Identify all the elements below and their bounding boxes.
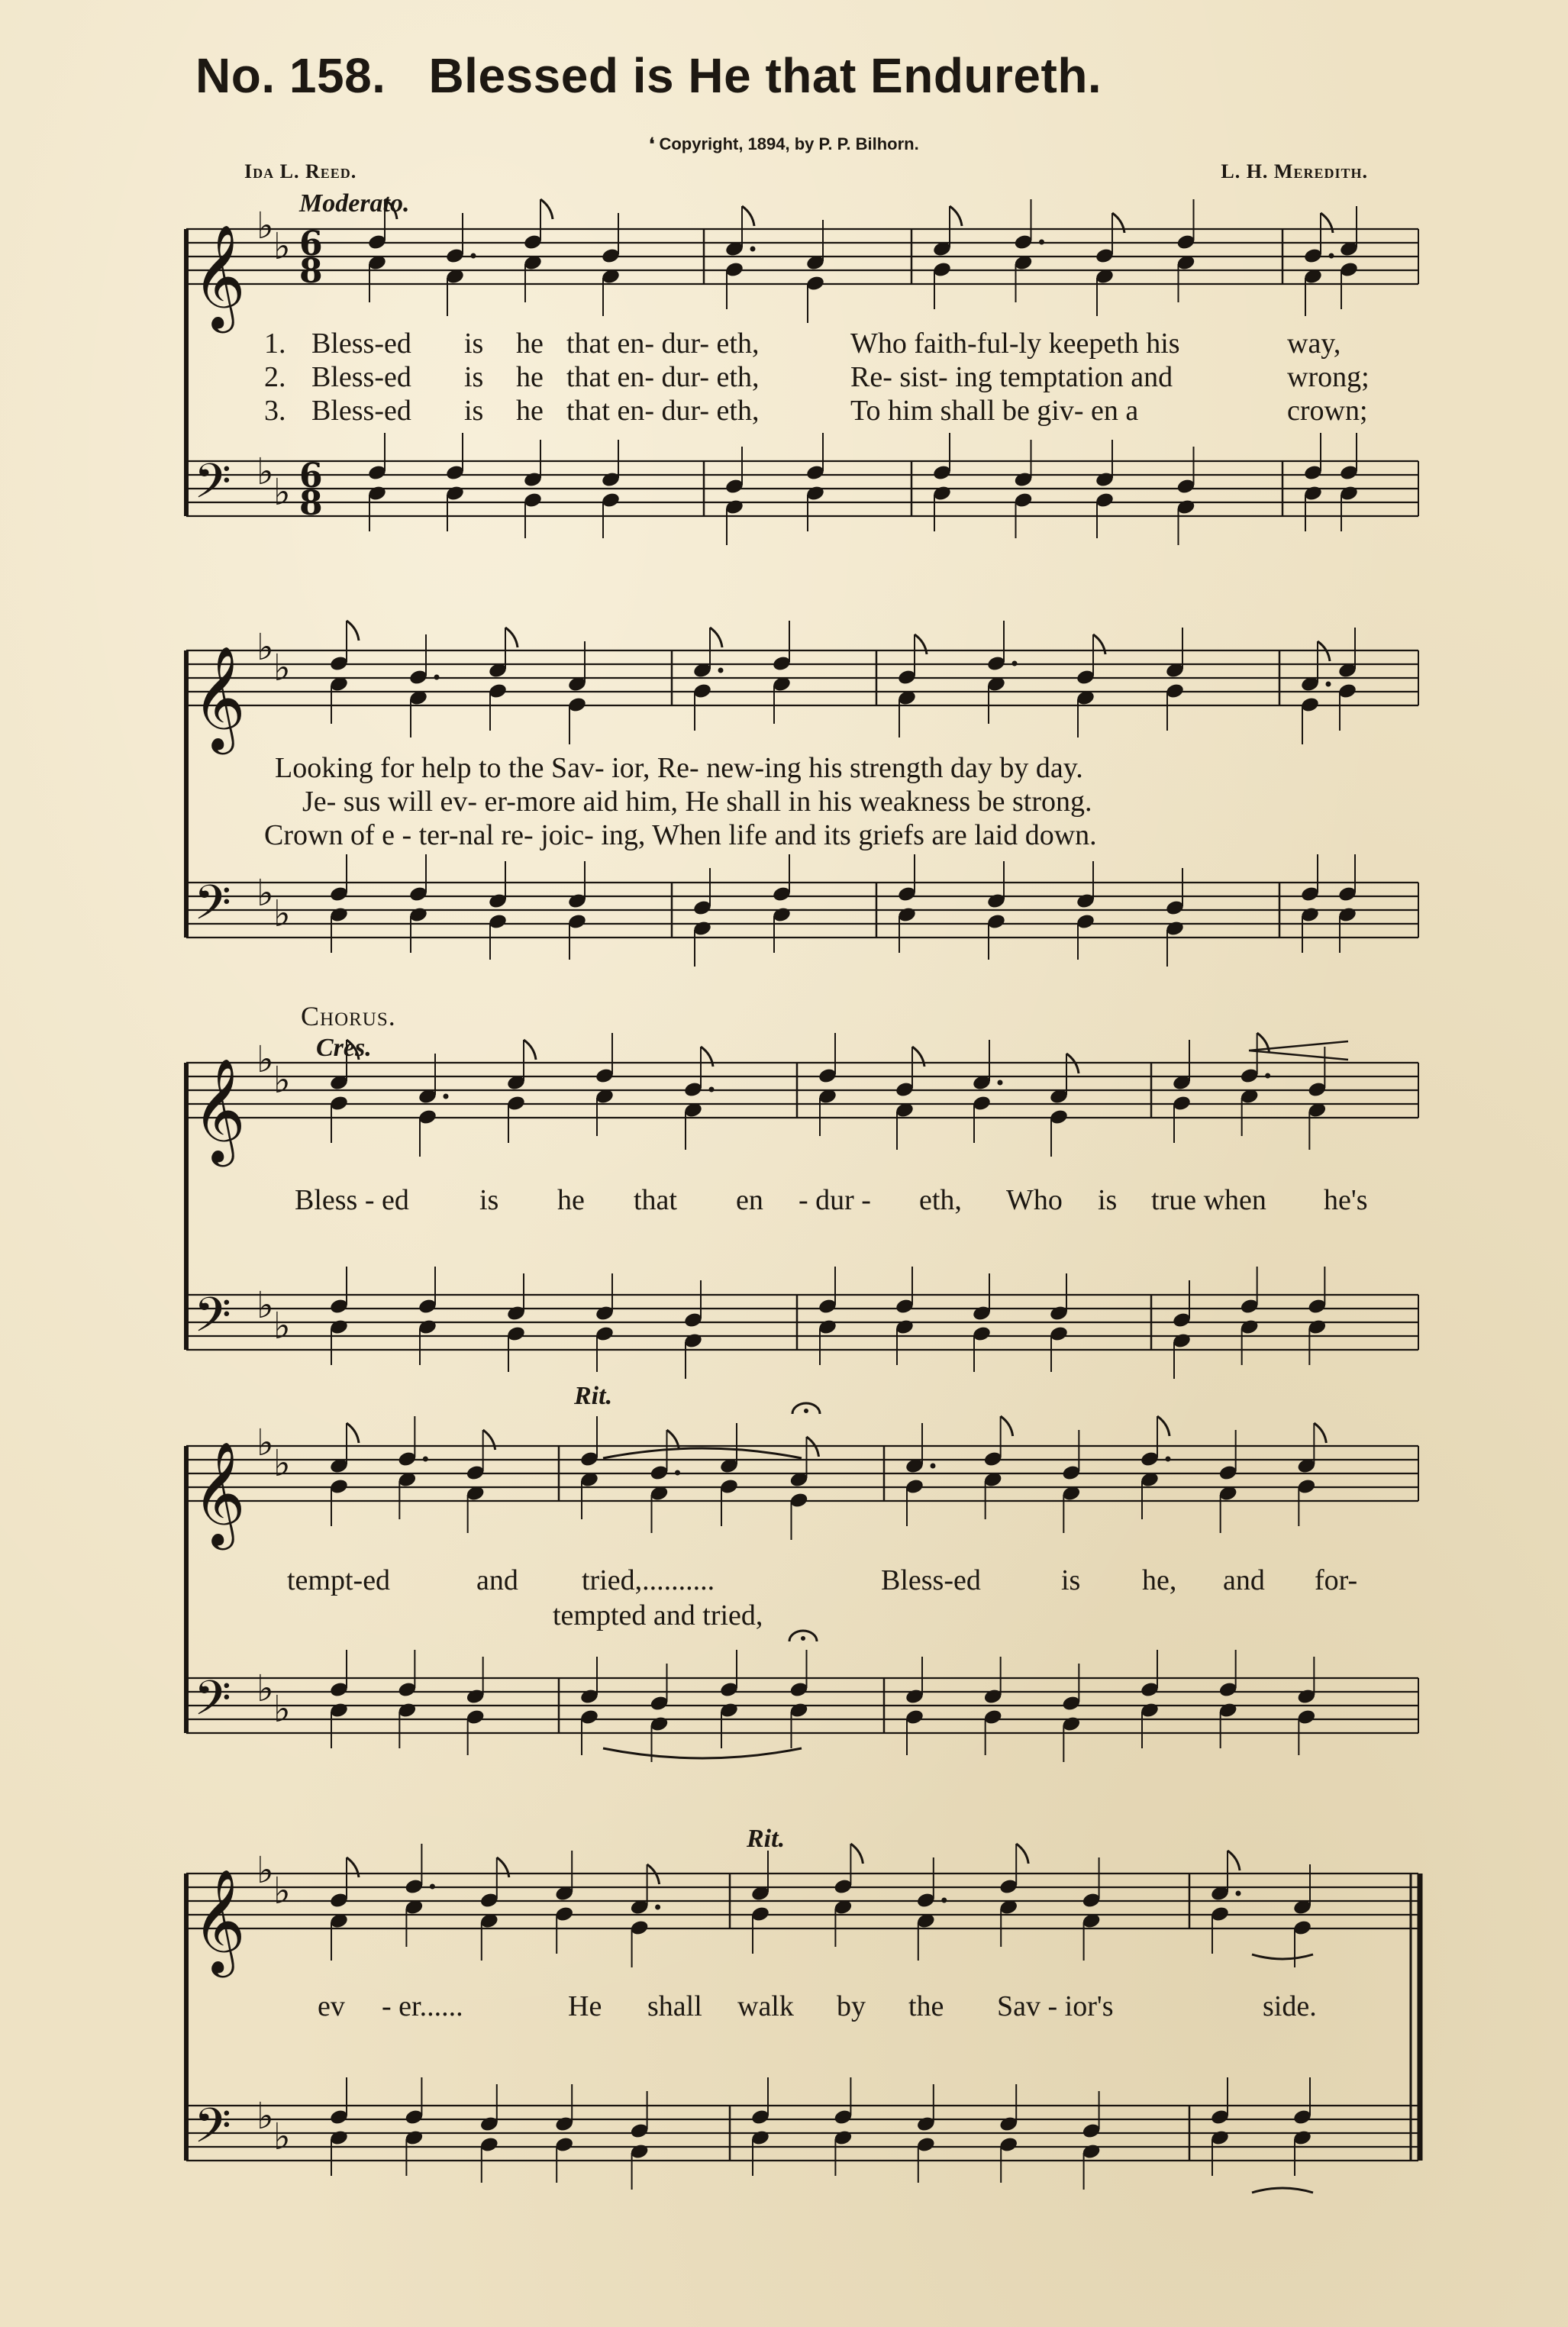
- time-signature-top: 6: [299, 224, 323, 263]
- key-flat-icon: ♭: [256, 2095, 274, 2138]
- verse-3-line-2: Crown of e - ter-nal re- joic- ing, When life and its griefs are laid down.: [264, 819, 1097, 851]
- lyricist: Ida L. Reed.: [244, 160, 357, 182]
- lyric: tried,..........: [582, 1564, 715, 1596]
- fermata-dot: [804, 1409, 808, 1413]
- lyric: he: [516, 328, 544, 360]
- crescendo-hairpin: [1249, 1041, 1348, 1060]
- lyric: is: [464, 361, 484, 393]
- lyric: Bless-ed: [311, 328, 411, 360]
- lyric: Bless-ed: [881, 1564, 981, 1596]
- bass-clef-icon: 𝄢: [194, 453, 231, 521]
- dot: [444, 1094, 449, 1099]
- lyric: the: [908, 1990, 944, 2022]
- fermata-dot: [801, 1636, 805, 1641]
- lyric: Who: [1006, 1184, 1063, 1216]
- key-flat-icon: ♭: [273, 1870, 291, 1912]
- lyric: Bless-ed: [311, 395, 411, 427]
- dot: [471, 253, 476, 259]
- treble-clef-icon: 𝄞: [192, 1057, 246, 1162]
- lyric: and: [476, 1564, 518, 1596]
- dot: [1039, 240, 1044, 245]
- lyric: shall: [647, 1990, 702, 2022]
- note-flag: [1228, 1851, 1240, 1870]
- treble-clef-icon: 𝄞: [192, 644, 246, 750]
- note-flag: [850, 1844, 863, 1864]
- dot: [931, 1464, 936, 1469]
- rit-marking-2: Rit.: [747, 1825, 786, 1853]
- dot: [1326, 682, 1331, 687]
- key-flat-icon: ♭: [256, 1038, 274, 1081]
- lyric: is: [464, 395, 484, 427]
- note-flag: [710, 628, 722, 647]
- tie: [1252, 1954, 1313, 1959]
- treble-clef-icon: 𝄞: [192, 1440, 246, 1545]
- verse-number: 2.: [264, 361, 286, 393]
- lyric: crown;: [1287, 395, 1368, 427]
- lyric: en: [736, 1184, 763, 1216]
- lyric: by: [837, 1990, 866, 2022]
- lyric: he,: [1142, 1564, 1177, 1596]
- lyric: way,: [1287, 328, 1341, 360]
- lyric: that en- dur- eth,: [566, 395, 760, 427]
- lyric: wrong;: [1287, 361, 1370, 393]
- note-flag: [347, 1040, 359, 1060]
- dot: [750, 247, 756, 252]
- note-flag: [347, 1423, 359, 1443]
- lyric: ev: [318, 1990, 345, 2022]
- lyric: that en- dur- eth,: [566, 328, 760, 360]
- note-flag: [524, 1040, 536, 1060]
- key-flat-icon: ♭: [256, 1422, 274, 1464]
- treble-clef-icon: 𝄞: [192, 1867, 246, 1973]
- dot: [1265, 1073, 1270, 1079]
- dot: [941, 1898, 947, 1903]
- lyric: is: [1098, 1184, 1118, 1216]
- lyric: To him shall be giv- en a: [850, 395, 1139, 427]
- tie: [1252, 2188, 1313, 2193]
- key-flat-icon: ♭: [273, 2116, 291, 2158]
- note-flag: [540, 199, 553, 219]
- dot: [655, 1905, 660, 1910]
- tie: [603, 1448, 802, 1458]
- lyric: Re- sist- ing temptation and: [850, 361, 1173, 393]
- verse-number: 1.: [264, 328, 286, 360]
- lyric: - dur -: [799, 1184, 871, 1216]
- key-flat-icon: ♭: [273, 892, 291, 935]
- dot: [430, 1884, 435, 1890]
- lyric: he: [557, 1184, 585, 1216]
- lyric: is: [479, 1184, 499, 1216]
- verse-1-line-2: Looking for help to the Sav- ior, Re- new-ing his strength day by day.: [275, 752, 1083, 784]
- chorus-label: Chorus.: [301, 1001, 396, 1031]
- hymn-title-text: Blessed is He that Endureth.: [428, 48, 1102, 103]
- key-flat-icon: ♭: [273, 225, 291, 268]
- bass-clef-icon: 𝄢: [194, 1670, 231, 1738]
- key-flat-icon: ♭: [256, 450, 274, 493]
- copyright-text: Copyright, 1894, by P. P. Bilhorn.: [659, 134, 919, 153]
- lyric: he's: [1324, 1184, 1368, 1216]
- lyric: is: [1061, 1564, 1081, 1596]
- dot: [998, 1080, 1003, 1086]
- tie: [603, 1748, 802, 1758]
- key-flat-icon: ♭: [273, 1688, 291, 1731]
- verse-2-line-2: Je- sus will ev- er-more aid him, He shall in his weakness be strong.: [302, 786, 1092, 818]
- verse-number: 3.: [264, 395, 286, 427]
- dot: [1166, 1457, 1171, 1462]
- bass-clef-icon: 𝄢: [194, 1286, 231, 1354]
- key-flat-icon: ♭: [256, 1284, 274, 1327]
- time-signature-bottom: 8: [299, 484, 323, 523]
- key-flat-icon: ♭: [273, 647, 291, 689]
- key-flat-icon: ♭: [273, 1059, 291, 1102]
- lyric: Sav - ior's: [997, 1990, 1114, 2022]
- treble-clef-icon: 𝄞: [192, 223, 246, 328]
- dot: [423, 1457, 428, 1462]
- dot: [675, 1470, 680, 1476]
- lyric: side.: [1263, 1990, 1317, 2022]
- note-flag: [1314, 1423, 1326, 1443]
- lyric: that: [634, 1184, 677, 1216]
- chorus-alto-line: tempted and tried,: [553, 1599, 763, 1631]
- dot: [434, 675, 440, 680]
- hymn-number: No. 158.: [195, 48, 386, 103]
- note-flag: [1157, 1416, 1170, 1436]
- lyric: Who faith-ful-ly keepeth his: [850, 328, 1180, 360]
- lyric: Bless-ed: [311, 361, 411, 393]
- lyric: true when: [1151, 1184, 1266, 1216]
- tempo-marking: Moderato.: [299, 189, 410, 218]
- lyric: Bless - ed: [295, 1184, 409, 1216]
- note-flag: [1001, 1416, 1013, 1436]
- note-flag: [497, 1857, 509, 1877]
- cres-marking: Cres.: [316, 1034, 372, 1062]
- time-signature-top: 6: [299, 457, 323, 495]
- lyric: He: [568, 1990, 602, 2022]
- lyric: walk: [737, 1990, 794, 2022]
- note-flag: [347, 621, 359, 641]
- lyric: tempt-ed: [287, 1564, 391, 1596]
- key-flat-icon: ♭: [273, 1442, 291, 1485]
- lyric: that en- dur- eth,: [566, 361, 760, 393]
- lyric: and: [1223, 1564, 1265, 1596]
- lyric: eth,: [919, 1184, 962, 1216]
- note-flag: [950, 206, 962, 226]
- lyric: for-: [1315, 1564, 1358, 1596]
- dot: [1012, 661, 1018, 666]
- note-flag: [1016, 1844, 1028, 1864]
- dot: [1329, 253, 1334, 259]
- rit-marking-1: Rit.: [574, 1382, 613, 1410]
- lyric: is: [464, 328, 484, 360]
- key-flat-icon: ♭: [256, 872, 274, 915]
- key-flat-icon: ♭: [256, 626, 274, 669]
- bass-clef-icon: 𝄢: [194, 874, 231, 942]
- key-flat-icon: ♭: [256, 1849, 274, 1892]
- dot: [1236, 1891, 1241, 1896]
- composer: L. H. Meredith.: [1221, 160, 1368, 182]
- key-flat-icon: ♭: [273, 1305, 291, 1347]
- key-flat-icon: ♭: [273, 471, 291, 514]
- note-flag: [742, 206, 754, 226]
- lyric: he: [516, 361, 544, 393]
- note-flag: [385, 199, 397, 219]
- key-flat-icon: ♭: [256, 205, 274, 247]
- dot: [718, 668, 724, 673]
- lyric: he: [516, 395, 544, 427]
- copyright-mark: ❛: [649, 134, 660, 153]
- note-flag: [347, 1857, 359, 1877]
- lyric: - er......: [382, 1990, 463, 2022]
- note-flag: [505, 628, 518, 647]
- bass-clef-icon: 𝄢: [194, 2097, 231, 2165]
- time-signature-bottom: 8: [299, 252, 323, 291]
- dot: [709, 1087, 715, 1092]
- key-flat-icon: ♭: [256, 1667, 274, 1710]
